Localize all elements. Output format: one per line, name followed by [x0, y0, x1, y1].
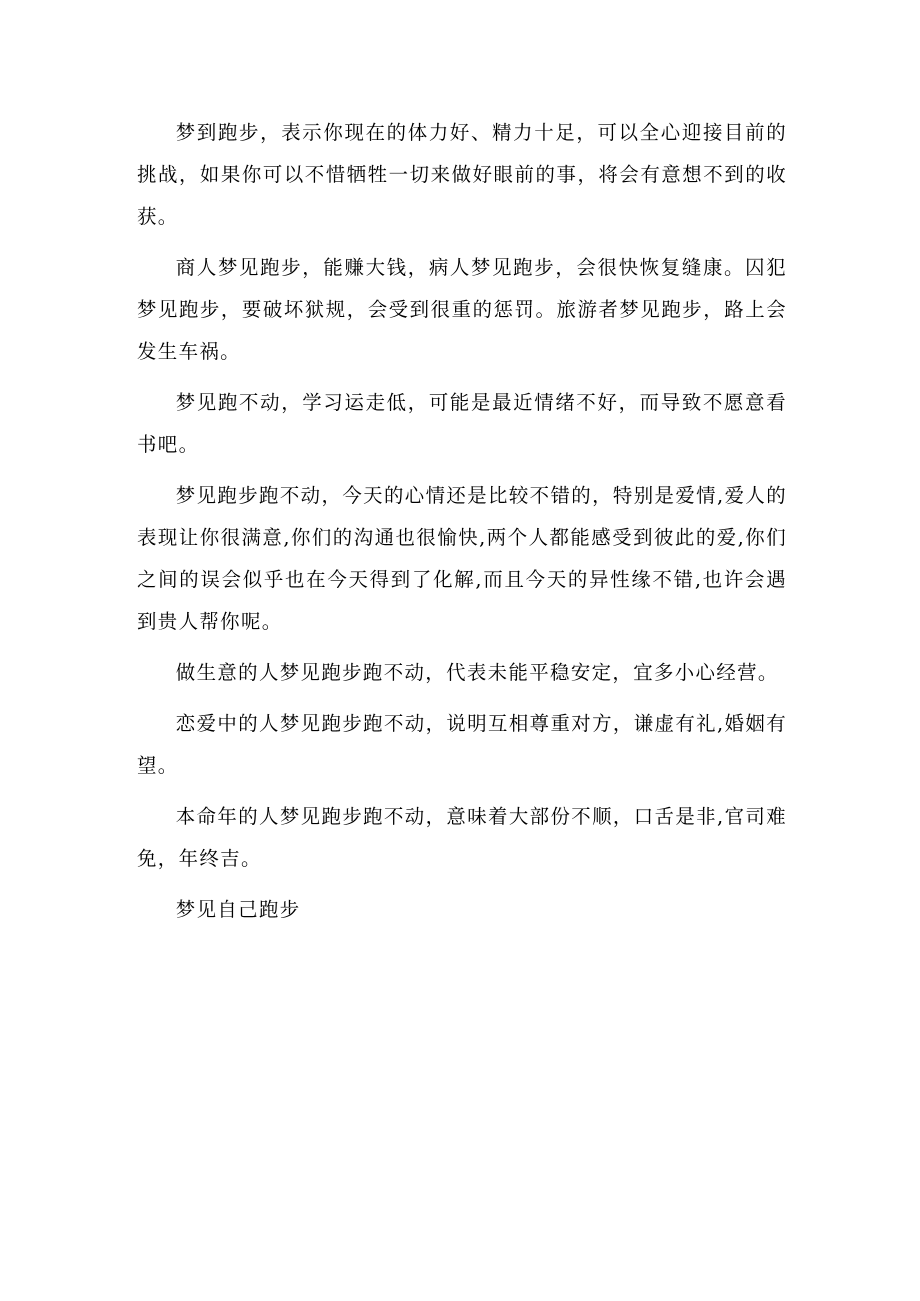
paragraph: 做生意的人梦见跑步跑不动，代表未能平稳安定，宜多小心经营。: [175, 661, 779, 684]
paragraph: 本命年的人梦见跑步跑不动，意味着大部份不顺，口舌是非,官司难免，年终吉。: [137, 805, 787, 870]
document-body: [137, 112, 787, 940]
paragraph: 梦见跑步跑不动，今天的心情还是比较不错的，特别是爱情,爱人的表现让你很满意,你们的沟通也很愉快,两个人都能感受到彼此的爱,你们之间的误会似乎也在今天得到了化解,而且今天的异性缘不错,也许会遇到贵人帮你呢。: [137, 484, 787, 633]
paragraph: 商人梦见跑步，能赚大钱，病人梦见跑步，会很快恢复缝康。囚犯梦见跑步，要破坏狱规，会受到很重的惩罚。旅游者梦见跑步，路上会发生车祸。: [137, 256, 787, 363]
paragraph: 梦到跑步，表示你现在的体力好、精力十足，可以全心迎接目前的挑战，如果你可以不惜牺牲一切来做好眼前的事，将会有意想不到的收获。: [137, 121, 787, 228]
paragraph: 恋爱中的人梦见跑步跑不动，说明互相尊重对方，谦虚有礼,婚姻有望。: [137, 712, 787, 777]
paragraph: 梦见自己跑步: [175, 898, 301, 921]
paragraph: 梦见跑不动，学习运走低，可能是最近情绪不好，而导致不愿意看书吧。: [137, 391, 787, 456]
